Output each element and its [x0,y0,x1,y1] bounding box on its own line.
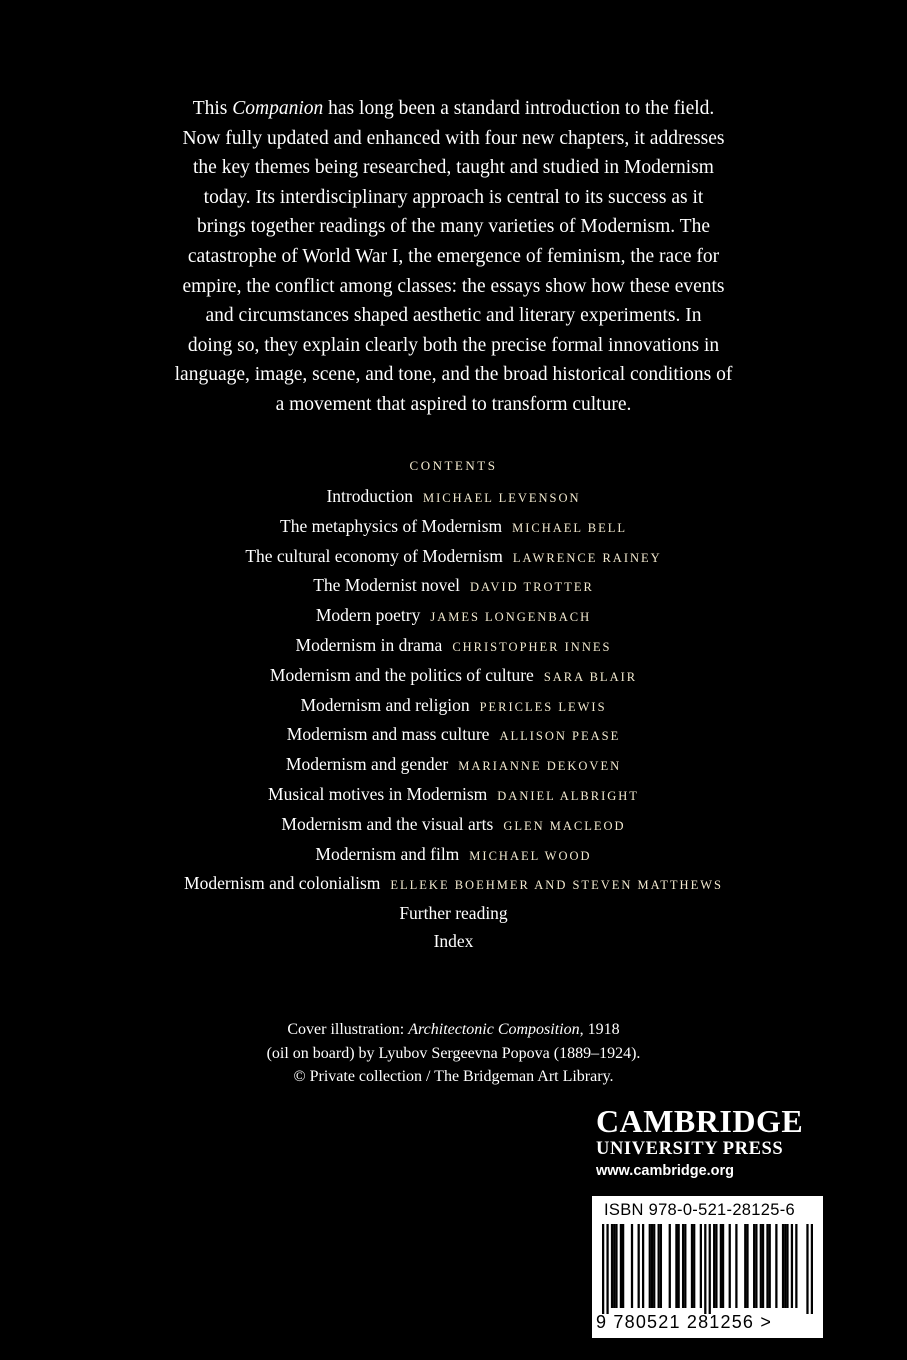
blurb-line: doing so, they explain clearly both the precise formal innovations in [187,334,720,356]
contents-item [40,602,867,632]
barcode-bar [615,1224,617,1308]
contents-item [40,513,867,543]
chapter-author: DAVID TROTTER [469,580,594,595]
chapter-title: Modernism and mass culture [286,724,490,745]
chapter-author: GLEN MACLEOD [503,818,626,833]
credit-line-2: (oil on board) by Lyubov Sergeevna Popova (1889–1924). [266,1044,641,1062]
barcode-bar [766,1224,768,1308]
barcode-bar [704,1224,706,1314]
barcode-bar [746,1224,748,1308]
blurb-line: the key themes being researched, taught and studied in Modernism [193,157,714,179]
barcode-bar [651,1224,653,1308]
isbn-text: ISBN 978-0-521-28125-6 [604,1201,795,1219]
blurb-line: a movement that aspired to transform culture. [275,393,632,415]
barcode-bar [684,1224,686,1308]
table-of-contents [40,455,867,956]
chapter-title: Further reading [399,903,508,924]
barcode-bar [744,1224,746,1308]
contents-item [40,781,867,811]
contents-item [40,692,867,722]
blurb-line: and circumstances shaped aesthetic and literary experiments. In [205,305,702,327]
barcode-bar [755,1224,757,1308]
barcode-bar [660,1224,662,1308]
barcode-bar [638,1224,640,1308]
barcode-bar [784,1224,786,1308]
barcode-digits: 9 780521 281256 > [596,1312,773,1332]
barcode-bar [678,1224,680,1308]
barcode-bar [791,1224,793,1308]
barcode-bar [675,1224,677,1308]
chapter-title: Modernism in drama [295,634,443,655]
publisher-logo [596,1104,826,1182]
contents-item [40,928,867,956]
barcode-bar [658,1224,660,1308]
chapter-author: MARIANNE DEKOVEN [458,759,622,774]
barcode-bar [811,1224,813,1314]
barcode-bar [620,1224,622,1308]
contents-item [40,572,867,602]
chapter-author: JAMES LONGENBACH [430,610,592,625]
barcode-bars [602,1224,813,1314]
barcode-bar [642,1224,644,1308]
chapter-title: Introduction [326,486,413,506]
contents-item [40,543,867,573]
chapter-author: DANIEL ALBRIGHT [497,788,639,803]
chapter-title: The metaphysics of Modernism [280,515,503,536]
blurb-line: empire, the conflict among classes: the essays show how these events [182,275,725,297]
contents-item [40,870,867,900]
chapter-title: Modernism and film [315,843,460,864]
barcode-bar [753,1224,755,1308]
barcode-bar [691,1224,693,1308]
barcode-bar [786,1224,788,1308]
barcode-bar [713,1224,715,1308]
blurb-line: This Companion has long been a standard introduction to the field. [192,98,715,119]
contents-item [40,751,867,781]
blurb-line: catastrophe of World War I, the emergence of feminism, the race for [187,245,720,267]
chapter-author: ALLISON PEASE [499,729,621,744]
barcode-bar [700,1224,702,1308]
credit-line-3: © Private collection / The Bridgeman Art Library. [293,1068,614,1085]
contents-list [40,483,867,956]
chapter-title: The cultural economy of Modernism [245,545,503,566]
chapter-author: SARA BLAIR [543,669,638,684]
barcode-bar [693,1224,695,1308]
chapter-title: Musical motives in Modernism [268,783,488,804]
blurb-line: today. Its interdisciplinary approach is central to its success as it [203,186,704,208]
blurb-line: Now fully updated and enhanced with four new chapters, it addresses [182,127,725,149]
barcode-bar [769,1224,771,1308]
blurb-text [100,94,807,420]
contents-item [40,811,867,841]
contents-item [40,721,867,751]
blurb-line: language, image, scene, and tone, and the broad historical conditions of [174,364,733,386]
barcode-bar [602,1224,604,1314]
barcode-bar [806,1224,808,1314]
contents-item [40,662,867,692]
barcode-bar [709,1224,711,1314]
chapter-title: Index [433,930,474,951]
barcode-bar [795,1224,797,1308]
barcode-bar [729,1224,731,1308]
contents-item [40,841,867,871]
credit-line-1: Cover illustration: Architectonic Composition, 1918 [287,1021,620,1038]
isbn-barcode [592,1196,823,1338]
chapter-author: MICHAEL WOOD [469,848,592,863]
barcode-bar [653,1224,655,1308]
chapter-author: MICHAEL BELL [512,520,627,535]
chapter-title: Modernism and gender [285,754,449,775]
barcode-bar [720,1224,722,1308]
publisher-subtitle: UNIVERSITY PRESS [596,1139,784,1159]
chapter-author: MICHAEL LEVENSON [422,491,581,505]
chapter-author: PERICLES LEWIS [479,699,607,714]
contents-item [40,483,867,513]
contents-item [40,900,867,928]
barcode-bar [775,1224,777,1308]
chapter-title: Modernism and colonialism [184,873,381,894]
chapter-author: CHRISTOPHER INNES [452,639,612,654]
barcode-bar [649,1224,651,1308]
barcode-bar [760,1224,762,1308]
barcode-bar [735,1224,737,1308]
chapter-title: Modern poetry [315,605,421,626]
barcode-bar [722,1224,724,1308]
blurb-line: brings together readings of the many varieties of Modernism. The [196,216,710,238]
chapter-title: The Modernist novel [313,575,460,596]
barcode-bar [613,1224,615,1308]
barcode-bar [715,1224,717,1308]
cover-credit [150,1018,757,1089]
barcode-bar [631,1224,633,1308]
contents-item [40,632,867,662]
contents-heading: CONTENTS [409,458,498,473]
chapter-title: Modernism and the politics of culture [269,664,534,685]
chapter-title: Modernism and religion [300,694,470,715]
barcode-bar [682,1224,684,1308]
chapter-author: ELLEKE BOEHMER AND STEVEN MATTHEWS [390,878,723,893]
chapter-title: Modernism and the visual arts [281,813,494,834]
chapter-author: LAWRENCE RAINEY [512,550,662,565]
publisher-name: CAMBRIDGE [596,1103,804,1139]
publisher-url: www.cambridge.org [596,1163,735,1179]
barcode-bar [622,1224,624,1308]
barcode-bar [669,1224,671,1308]
barcode-bar [611,1224,613,1308]
barcode-bar [606,1224,608,1314]
barcode-bar [782,1224,784,1308]
barcode-bar [762,1224,764,1308]
